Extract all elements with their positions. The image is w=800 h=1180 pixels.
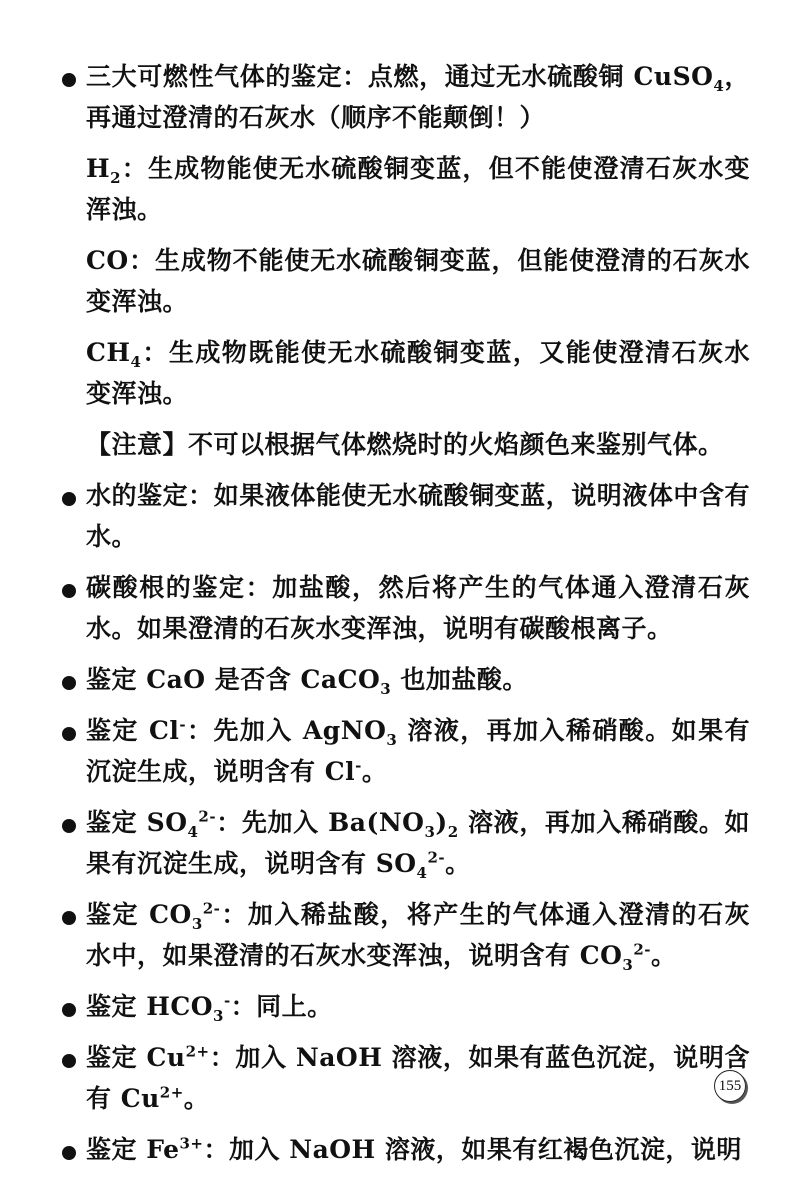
text-run: 鉴定 CO xyxy=(86,900,192,929)
bullet-dot-icon xyxy=(62,1003,76,1017)
paragraph-text xyxy=(86,332,750,414)
text-run: 鉴定 Fe xyxy=(86,1135,180,1164)
bullet-item xyxy=(60,710,750,792)
bullet-dot-icon xyxy=(62,819,76,833)
text-run: ：先加入 Ba(NO xyxy=(216,808,425,837)
bullet-dot-icon xyxy=(62,676,76,690)
text-run: CH xyxy=(86,338,131,367)
subscript: 3 xyxy=(424,823,436,841)
bullet-item xyxy=(60,567,750,649)
text-run: 鉴定 CaO 是否含 CaCO xyxy=(86,665,381,694)
paragraph-text xyxy=(86,240,750,322)
paragraph-text xyxy=(86,710,750,792)
paragraph-text xyxy=(86,659,750,700)
superscript: 2- xyxy=(198,807,217,826)
bullet-item xyxy=(60,1129,750,1170)
paragraph-text xyxy=(86,1037,750,1119)
paragraph-text xyxy=(86,424,750,465)
text-run: H xyxy=(86,154,111,183)
subscript: 3 xyxy=(386,731,398,749)
paragraph-text xyxy=(86,986,750,1027)
subscript: 2 xyxy=(447,823,459,841)
superscript: 2+ xyxy=(185,1042,210,1061)
bullet-item xyxy=(60,802,750,884)
text-run: 鉴定 HCO xyxy=(86,992,213,1021)
subscript: 3 xyxy=(191,915,203,933)
text-run: 。 xyxy=(183,1084,210,1113)
bullet-dot-icon xyxy=(62,727,76,741)
superscript: - xyxy=(355,756,362,775)
superscript: - xyxy=(179,715,187,734)
bullet-dot-icon xyxy=(62,492,76,506)
paragraph-text xyxy=(86,894,750,976)
paragraph-text xyxy=(86,56,750,138)
bullet-dot-icon xyxy=(62,1054,76,1068)
text-run: ：加入稀盐酸，将产生的气体通入澄清的石灰水中，如果澄清的石灰水变浑浊，说明含有 CO xyxy=(86,900,750,970)
superscript: 2- xyxy=(633,940,651,959)
superscript: 2- xyxy=(202,899,221,918)
bullet-item xyxy=(60,894,750,976)
sub-paragraph xyxy=(60,240,750,322)
bullet-item xyxy=(60,475,750,557)
paragraph-text xyxy=(86,1129,750,1170)
subscript: 2 xyxy=(110,169,122,187)
text-run: 。 xyxy=(361,757,388,786)
text-run: 鉴定 SO xyxy=(86,808,188,837)
subscript: 4 xyxy=(416,864,428,882)
text-run: 。 xyxy=(445,849,471,878)
page-number: 155 xyxy=(714,1070,746,1102)
text-run: ：加入 NaOH 溶液，如果有蓝色沉淀，说明含有 Cu xyxy=(86,1043,751,1113)
subscript: 3 xyxy=(380,680,392,698)
bullet-dot-icon xyxy=(62,584,76,598)
text-run: 鉴定 Cu xyxy=(86,1043,186,1072)
page-content xyxy=(60,56,750,1180)
text-run: ：生成物既能使无水硫酸铜变蓝，又能使澄清石灰水变浑浊。 xyxy=(86,338,750,408)
subscript: 3 xyxy=(213,1007,224,1025)
text-run: ：先加入 AgNO xyxy=(186,716,387,745)
subscript: 4 xyxy=(187,823,199,841)
paragraph-text xyxy=(86,802,750,884)
text-run: 【注意】不可以根据气体燃烧时的火焰颜色来鉴别气体。 xyxy=(86,430,724,459)
superscript: 2- xyxy=(427,848,446,867)
text-run: 溶液，再加入稀硝酸。如果有沉淀生成，说明含有 Cl xyxy=(86,716,750,786)
paragraph-text xyxy=(86,475,750,557)
bullet-dot-icon xyxy=(62,73,76,87)
subscript: 3 xyxy=(622,956,634,974)
paragraph-text xyxy=(86,567,750,649)
bullet-item xyxy=(60,56,750,138)
text-run: 溶液，再加入稀硝酸。如果有沉淀生成，说明含有 SO xyxy=(86,808,750,878)
sub-paragraph xyxy=(60,424,750,465)
text-run: ：生成物能使无水硫酸铜变蓝，但不能使澄清石灰水变浑浊。 xyxy=(86,154,750,224)
bullet-item xyxy=(60,659,750,700)
superscript: 3+ xyxy=(179,1134,204,1153)
bullet-dot-icon xyxy=(62,911,76,925)
bullet-item xyxy=(60,986,750,1027)
text-run: ：加入 NaOH 溶液，如果有红褐色沉淀，说明 xyxy=(203,1135,742,1164)
text-run: 三大可燃性气体的鉴定：点燃，通过无水硫酸铜 CuSO xyxy=(86,62,714,91)
bullet-item xyxy=(60,1037,750,1119)
text-run: 。 xyxy=(651,941,677,970)
text-run: ：同上。 xyxy=(230,992,333,1021)
superscript: 2+ xyxy=(159,1083,184,1102)
sub-paragraph xyxy=(60,332,750,414)
text-run: CO：生成物不能使无水硫酸铜变蓝，但能使澄清的石灰水变浑浊。 xyxy=(86,246,750,316)
text-run: 鉴定 Cl xyxy=(86,716,180,745)
text-run: ，再通过澄清的石灰水（顺序不能颠倒！） xyxy=(86,62,750,132)
superscript: - xyxy=(223,991,231,1010)
bullet-dot-icon xyxy=(62,1146,76,1160)
paragraph-text xyxy=(86,148,750,230)
text-run: 碳酸根的鉴定：加盐酸，然后将产生的气体通入澄清石灰水。如果澄清的石灰水变浑浊，说明有碳酸根离子。 xyxy=(86,573,750,643)
text-run: 也加盐酸。 xyxy=(391,665,528,694)
subscript: 4 xyxy=(130,353,142,371)
text-run: ) xyxy=(435,808,448,837)
text-run: 水的鉴定：如果液体能使无水硫酸铜变蓝，说明液体中含有水。 xyxy=(86,481,750,551)
subscript: 4 xyxy=(713,77,725,95)
sub-paragraph xyxy=(60,148,750,230)
